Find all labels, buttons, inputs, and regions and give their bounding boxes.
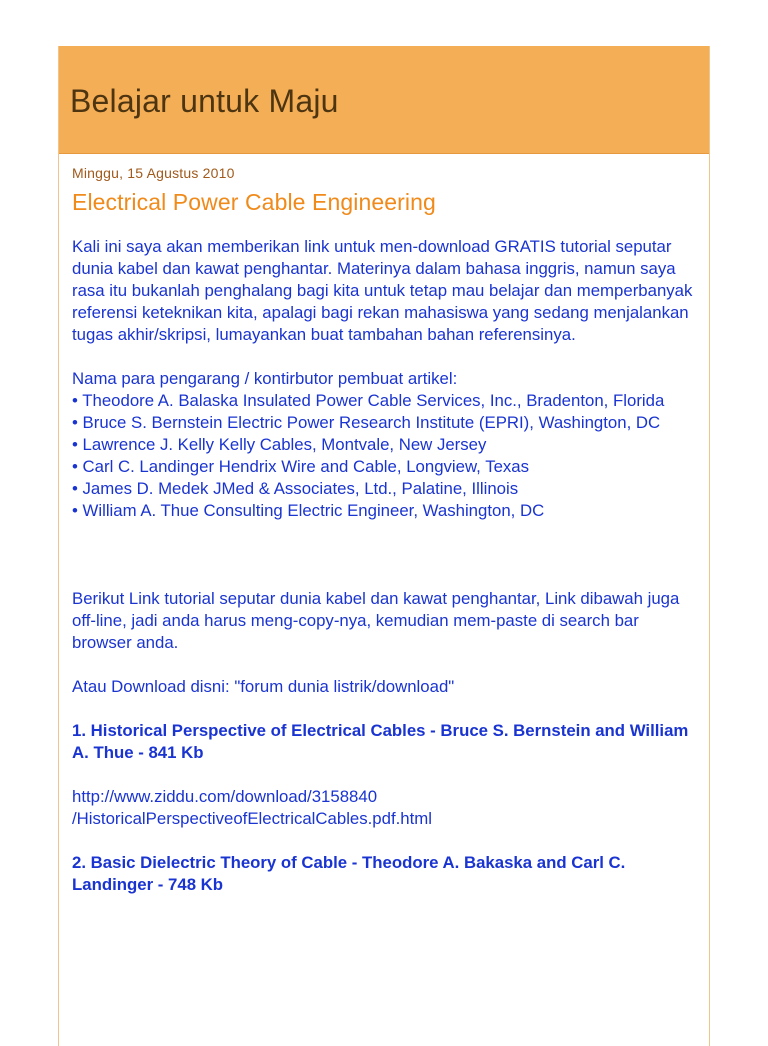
intro-paragraph: Kali ini saya akan memberikan link untuk men-download GRATIS tutorial seputar dunia kabel dan kawat penghantar. Materinya dalam bahasa inggris, namun saya rasa itu bukanlah penghalang bagi kita untuk tetap mau belajar dan memperbanyak referensi keteknikan kita, apalagi bagi rekan mahasiswa yang sedang menjalankan tugas akhir/skripsi, lumayankan buat tambahan bahan referensinya.	[72, 237, 693, 344]
post-body	[72, 236, 695, 896]
item1-url-line2: /HistoricalPerspectiveofElectricalCables.pdf.html	[72, 809, 433, 828]
spacer	[72, 522, 695, 588]
post-date: Minggu, 15 Agustus 2010	[72, 165, 235, 181]
author-item: • Theodore A. Balaska Insulated Power Cable Services, Inc., Bradenton, Florida	[72, 391, 665, 410]
item1-url-line1: http://www.ziddu.com/download/3158840	[72, 787, 378, 806]
page-frame	[58, 46, 710, 1046]
download-note: Atau Download disni: "forum dunia listrik/download"	[72, 677, 455, 696]
item1-title: 1. Historical Perspective of Electrical Cables - Bruce S. Bernstein and William A. Thue - 841 Kb	[72, 721, 689, 762]
author-item: • James D. Medek JMed & Associates, Ltd., Palatine, Illinois	[72, 479, 519, 498]
post	[59, 165, 709, 896]
blog-title[interactable]: Belajar untuk Maju	[70, 83, 339, 119]
author-item: • Carl C. Landinger Hendrix Wire and Cable, Longview, Texas	[72, 457, 530, 476]
blog-header	[59, 46, 709, 154]
author-item: • Bruce S. Bernstein Electric Power Research Institute (EPRI), Washington, DC	[72, 413, 661, 432]
author-item: • Lawrence J. Kelly Kelly Cables, Montvale, New Jersey	[72, 435, 487, 454]
item2-title: 2. Basic Dielectric Theory of Cable - Theodore A. Bakaska and Carl C. Landinger - 748 Kb	[72, 853, 626, 894]
links-intro: Berikut Link tutorial seputar dunia kabel dan kawat penghantar, Link dibawah juga off-line, jadi anda harus meng-copy-nya, kemudian mem-paste di search bar browser anda.	[72, 589, 680, 652]
author-item: • William A. Thue Consulting Electric Engineer, Washington, DC	[72, 501, 545, 520]
item1-url[interactable]	[72, 786, 695, 830]
post-title[interactable]: Electrical Power Cable Engineering	[72, 189, 436, 215]
authors-heading: Nama para pengarang / kontirbutor pembuat artikel:	[72, 369, 458, 388]
